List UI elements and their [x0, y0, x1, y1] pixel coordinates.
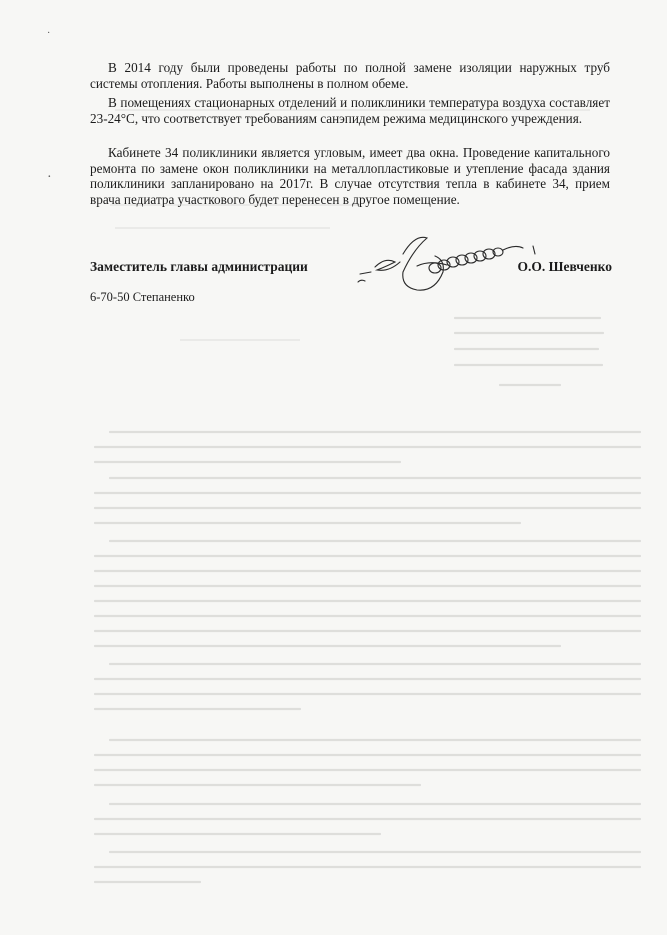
contact-line: 6-70-50 Степаненко: [90, 290, 195, 304]
signer-name: О.О. Шевченко: [517, 259, 612, 274]
paragraph-insulation: В 2014 году были проведены работы по полной замене изоляции наружных труб системы отопления. Работы выполнены в полном обеме.: [90, 60, 610, 91]
signer-position: Заместитель главы администрации: [90, 259, 308, 274]
paragraph-cabinet-34: Кабинете 34 поликлиники является угловым, имеет два окна. Проведение капитального ремонта по замене окон поликлиники на металлопластиковые и утепление фасада здания поликлиники запланировано на 2017г. В случае отсутствия тепла в кабинете 34, прием врача педиатра участкового будет перенесен в другое помещение.: [90, 145, 610, 207]
signature-block: [90, 259, 612, 279]
scan-speck: ·: [47, 28, 51, 39]
scan-speck: ·: [47, 170, 52, 185]
paragraph-temperature: В помещениях стационарных отделений и поликлиники температура воздуха составляет 23-24°С, что соответствует требованиям санэпидем режима медицинского учреждения.: [90, 95, 610, 126]
